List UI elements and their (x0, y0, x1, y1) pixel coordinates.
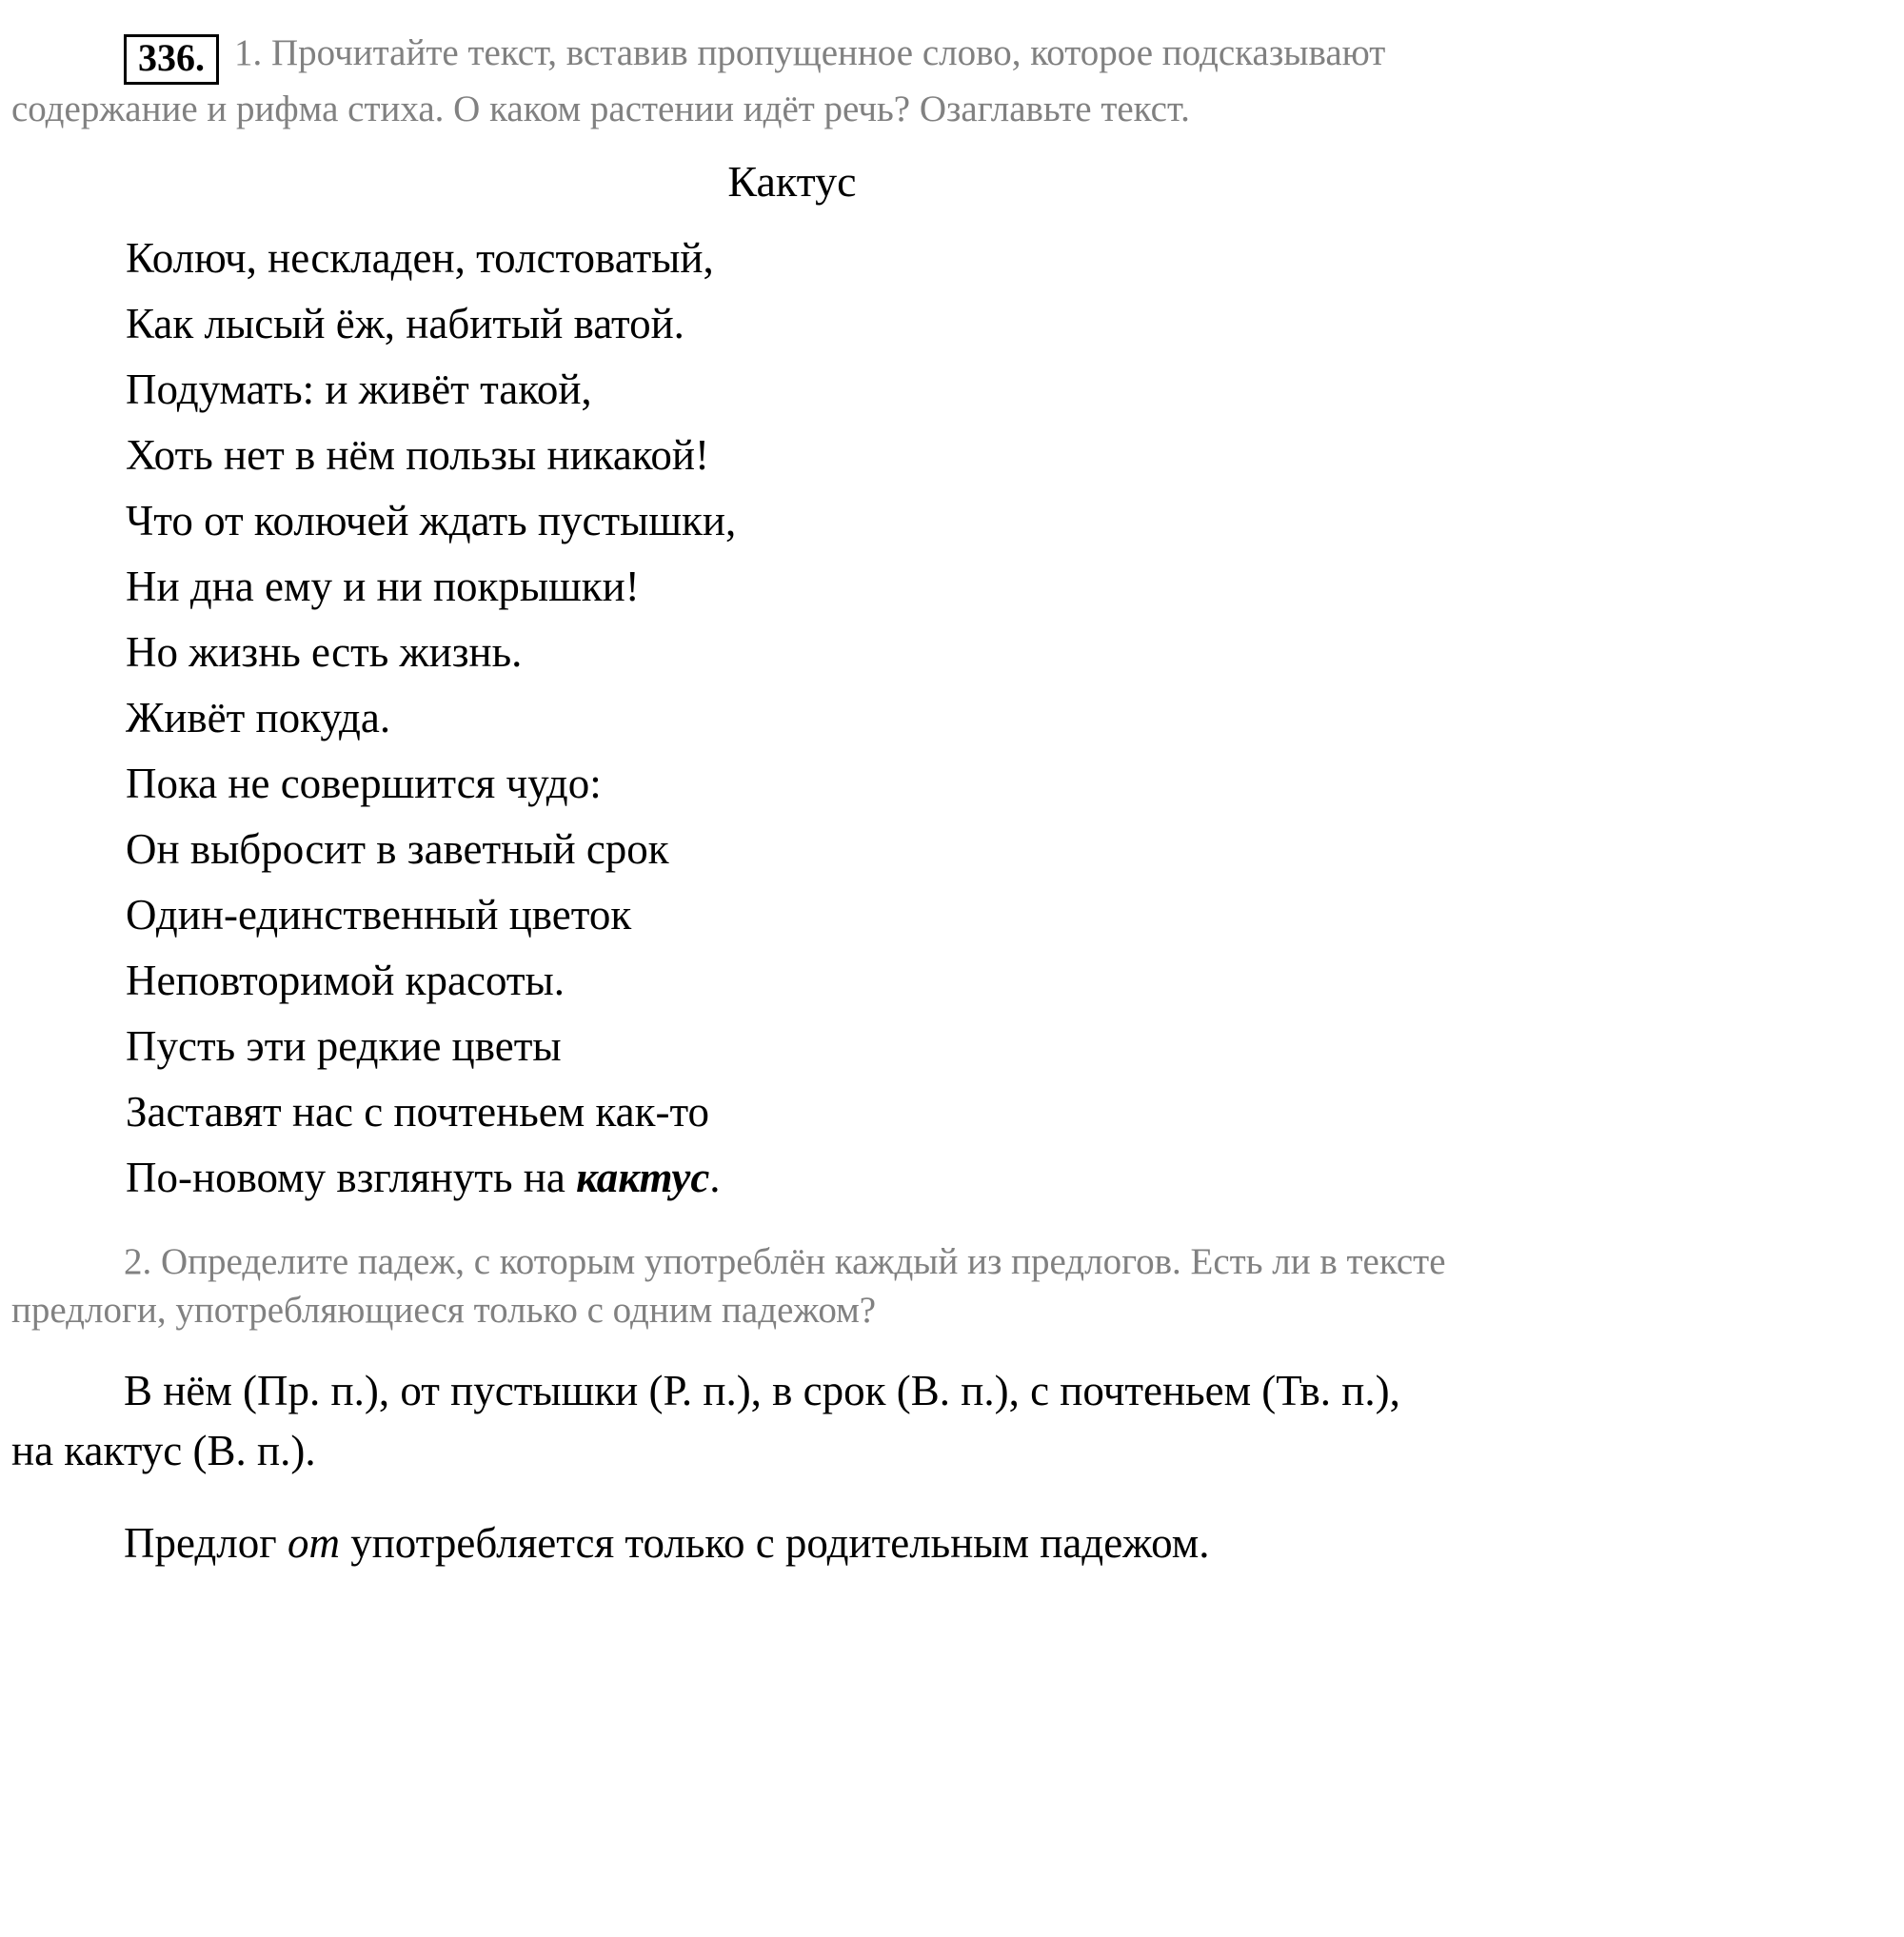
answer-cases-line-1: В нём (Пр. п.), от пустышки (Р. п.), в срок (В. п.), с почтеньем (Тв. п.), (124, 1367, 1400, 1414)
poem-title: Кактус (727, 157, 857, 206)
poem-line: Что от колючей ждать пустышки, (126, 497, 737, 544)
task-1 (11, 29, 1881, 133)
task-1-line-1 (11, 29, 1881, 85)
poem-last-line (126, 1145, 1881, 1211)
task-2-line-1: 2. Определите падеж, с которым употреблён каждый из предлогов. Есть ли в тексте (124, 1241, 1446, 1282)
poem-line: Один-единственный цветок (126, 891, 632, 939)
poem-line: Ни дна ему и ни покрышки! (126, 563, 640, 610)
task-1-text: 1. Прочитайте текст, вставив пропущенное слово, которое подсказывают (234, 32, 1386, 73)
task-2 (11, 1237, 1881, 1334)
task-1-line-2: содержание и рифма стиха. О каком растении идёт речь? Озаглавьте текст. (11, 89, 1190, 129)
poem-line: Неповторимой красоты. (126, 957, 565, 1004)
task-2-line-2: предлоги, употребляющиеся только с одним падежом? (11, 1290, 877, 1331)
poem-last-line-prefix: По-новому взглянуть на (126, 1154, 577, 1201)
poem-line: Но жизнь есть жизнь. (126, 628, 523, 676)
poem-line: Хоть нет в нём пользы никакой! (126, 431, 709, 479)
answer-conclusion (11, 1513, 1881, 1573)
conclusion-prefix: Предлог (124, 1519, 288, 1567)
exercise-number-box: 336. (124, 34, 219, 85)
poem-last-line-suffix: . (709, 1154, 721, 1201)
answer-cases (11, 1361, 1881, 1481)
poem (126, 226, 1881, 1211)
poem-line: Пусть эти редкие цветы (126, 1022, 562, 1070)
conclusion-suffix: употребляется только с родительным падежом. (339, 1519, 1210, 1567)
poem-emphasized-word: кактус (576, 1154, 710, 1201)
poem-line: Как лысый ёж, набитый ватой. (126, 300, 684, 347)
poem-line: Подумать: и живёт такой, (126, 366, 592, 413)
poem-line: Заставят нас с почтеньем как-то (126, 1088, 710, 1136)
poem-line: Колюч, нескладен, толстоватый, (126, 234, 714, 282)
answer-cases-line-2: на кактус (В. п.). (11, 1427, 316, 1474)
conclusion-preposition: от (287, 1519, 340, 1567)
poem-line: Живёт покуда. (126, 694, 391, 741)
poem-line: Он выбросит в заветный срок (126, 825, 669, 873)
poem-line: Пока не совершится чудо: (126, 760, 602, 807)
